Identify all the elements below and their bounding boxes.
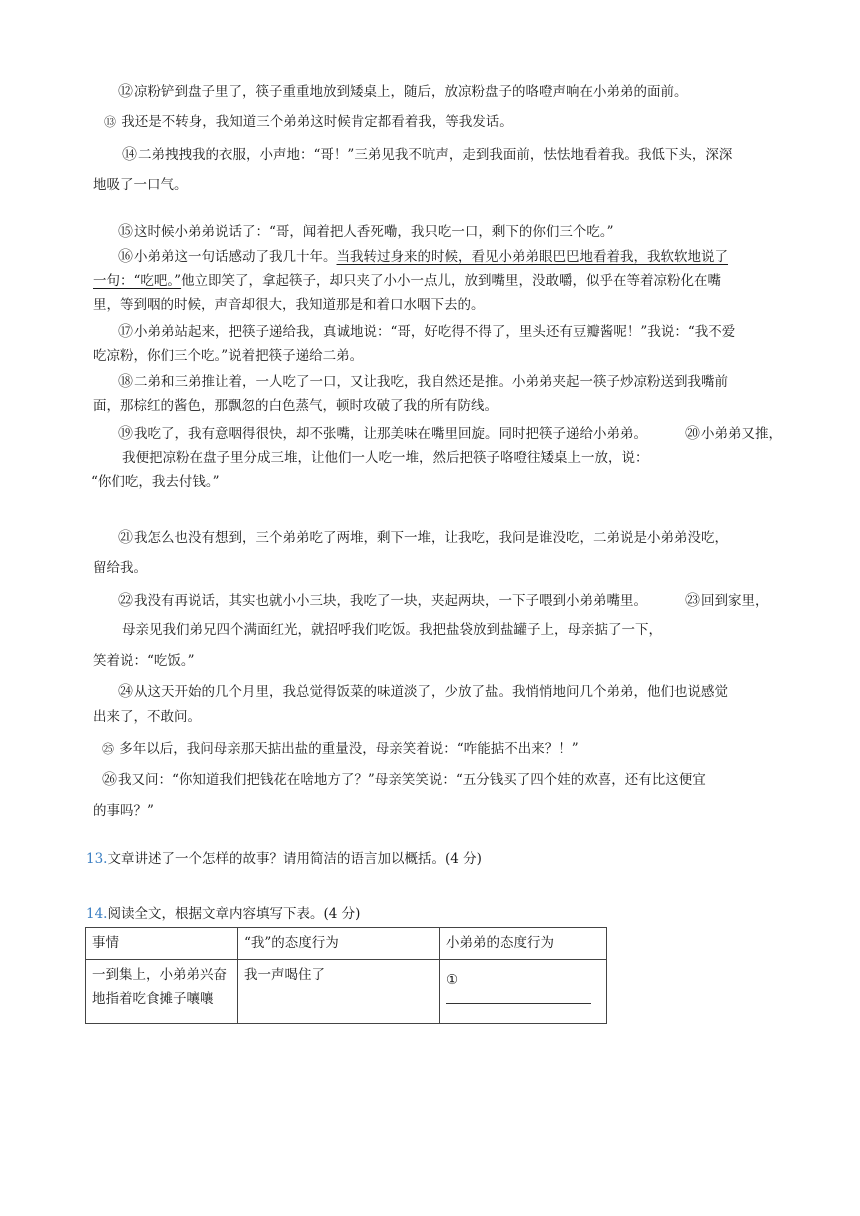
paragraph-number: ㉑	[118, 528, 134, 546]
table-cell	[86, 960, 238, 1024]
paragraph-16-line3: 里，等到咽的时候，声音却很大，我知道那是和着口水咽下去的。	[93, 297, 485, 313]
paragraph-number: ⑳	[685, 424, 701, 442]
paragraph-number: ⑰	[118, 322, 134, 340]
blank-number: ①	[446, 972, 459, 988]
paragraph-19	[118, 424, 647, 443]
header-cell: 事情	[86, 928, 238, 960]
paragraph-text: 多年以后，我问母亲那天掂出盐的重量没，母亲笑着说：“咋能掂不出来？！”	[115, 741, 579, 757]
paragraph-text: 回到家里，	[701, 593, 769, 609]
paragraph-26-line1	[102, 770, 706, 789]
paragraph-18-line2: 面，那棕红的酱色，那飘忽的白色蒸气，顿时攻破了我的所有防线。	[93, 398, 498, 414]
paragraph-text: 我没有再说话，其实也就小小三块，我吃了一块，夹起两块，一下子喂到小弟弟嘴里。	[134, 593, 648, 609]
underlined-text: 当我转过身来的时候，看见小弟弟眼巴巴地看着我，我软软地说了	[336, 249, 729, 265]
paragraph-20-line1	[685, 424, 782, 443]
paragraph-text: 小弟弟这一句话感动了我几十年。	[134, 249, 337, 265]
table-cell: 我一声喝住了	[238, 960, 440, 1024]
paragraph-23-line3: 笑着说：“吃饭。”	[93, 653, 195, 669]
paragraph-number: ⑱	[118, 372, 134, 390]
question-14	[86, 905, 360, 923]
paragraph-23-line1	[685, 591, 769, 610]
paragraph-text: 从这天开始的几个月里，我总觉得饭菜的味道淡了，少放了盐。我悄悄地问几个弟弟，他们也说感觉	[134, 684, 729, 700]
paragraph-number: ㉖	[102, 770, 118, 788]
paragraph-number: ㉔	[118, 682, 134, 700]
paragraph-number: ⑲	[118, 424, 134, 442]
paragraph-text: 凉粉铲到盘子里了，筷子重重地放到矮桌上，随后，放凉粉盘子的咯噔声响在小弟弟的面前。	[134, 84, 688, 100]
paragraph-24-line1	[118, 682, 728, 701]
question-13	[86, 850, 482, 868]
paragraph-text: 我又问：“你知道我们把钱花在啥地方了？”母亲笑笑说：“五分钱买了四个娃的欢喜，还有比这便宜	[118, 772, 706, 788]
paragraph-number: ㉕	[102, 742, 115, 756]
cell-line: 一到集上，小弟弟兴奋	[92, 967, 227, 983]
paragraph-16-line2	[93, 272, 721, 290]
question-text: 文章讲述了一个怎样的故事？请用简洁的语言加以概括。(4 分)	[107, 851, 482, 867]
paragraph-text: 小弟弟又推，	[701, 426, 783, 442]
paragraph-21-line1	[118, 528, 728, 547]
header-cell: “我”的态度行为	[238, 928, 440, 960]
paragraph-number: ⑫	[118, 82, 134, 100]
paragraph-26-line2: 的事吗？”	[93, 803, 154, 819]
paragraph-text: 二弟和三弟推让着，一人吃了一口，又让我吃，我自然还是推。小弟弟夹起一筷子炒凉粉送到我嘴前	[134, 374, 729, 390]
paragraph-20-line2: 我便把凉粉在盘子里分成三堆，让他们一人吃一堆，然后把筷子咯噔往矮桌上一放，说：	[122, 450, 649, 466]
question-number: 14.	[86, 906, 108, 922]
underlined-text: 一句：“吃吧。”	[93, 273, 182, 289]
paragraph-12	[118, 82, 688, 101]
paragraph-13	[104, 113, 513, 131]
paragraph-text: 我吃了，我有意咽得很快，却不张嘴，让那美味在嘴里回旋。同时把筷子递给小弟弟。	[134, 426, 648, 442]
paragraph-21-line2: 留给我。	[93, 560, 147, 576]
paragraph-text: 这时候小弟弟说话了：“哥，闻着把人香死嘞，我只吃一口，剩下的你们三个吃。”	[134, 224, 614, 240]
paragraph-20-line3: “你们吃，我去付钱。”	[91, 474, 220, 490]
header-cell: 小弟弟的态度行为	[440, 928, 607, 960]
paragraph-17-line1	[118, 322, 735, 341]
paragraph-text: 二弟拽拽我的衣服，小声地：“哥！”三弟见我不吭声，走到我面前，怯怯地看着我。我低下头，深深	[138, 147, 733, 163]
cell-line: 地指着吃食摊子嚷嚷	[92, 991, 214, 1007]
paragraph-text: 小弟弟站起来，把筷子递给我，真诚地说：“哥，好吃得不得了，里头还有豆瓣酱呢！”我说：“我不爱	[134, 324, 736, 340]
paragraph-number: ⑬	[104, 115, 117, 129]
paragraph-number: ⑭	[122, 145, 138, 163]
table-header-row	[86, 928, 607, 960]
paragraph-23-line2: 母亲见我们弟兄四个满面红光，就招呼我们吃饭。我把盐袋放到盐罐子上，母亲掂了一下，	[122, 622, 662, 638]
paragraph-number: ⑯	[118, 247, 134, 265]
paragraph-text: 他立即笑了，拿起筷子，却只夹了小小一点儿，放到嘴里，没敢嚼，似乎在等着凉粉化在嘴	[181, 273, 722, 289]
paragraph-text: 我还是不转身，我知道三个弟弟这时候肯定都看着我，等我发话。	[117, 114, 513, 130]
paragraph-16-line1	[118, 247, 728, 266]
paragraph-14-line2: 地吸了一口气。	[93, 177, 188, 193]
paragraph-22	[118, 591, 647, 610]
paragraph-17-line2: 吃凉粉，你们三个吃。”说着把筷子递给二弟。	[93, 348, 364, 364]
paragraph-number: ⑮	[118, 222, 134, 240]
paragraph-number: ㉓	[685, 591, 701, 609]
answer-blank[interactable]	[446, 989, 591, 1004]
paragraph-18-line1	[118, 372, 728, 391]
table-cell	[440, 960, 607, 1024]
table-row	[86, 960, 607, 1024]
answer-table	[85, 927, 607, 1024]
paragraph-15	[118, 222, 614, 241]
question-text: 阅读全文，根据文章内容填写下表。(4 分)	[107, 906, 361, 922]
paragraph-24-line2: 出来了，不敢问。	[93, 709, 201, 725]
question-number: 13.	[86, 851, 108, 867]
paragraph-25	[102, 740, 579, 758]
paragraph-14-line1	[122, 145, 732, 164]
paragraph-text: 我怎么也没有想到，三个弟弟吃了两堆，剩下一堆，让我吃，我问是谁没吃，二弟说是小弟弟没吃，	[134, 530, 729, 546]
paragraph-number: ㉒	[118, 591, 134, 609]
